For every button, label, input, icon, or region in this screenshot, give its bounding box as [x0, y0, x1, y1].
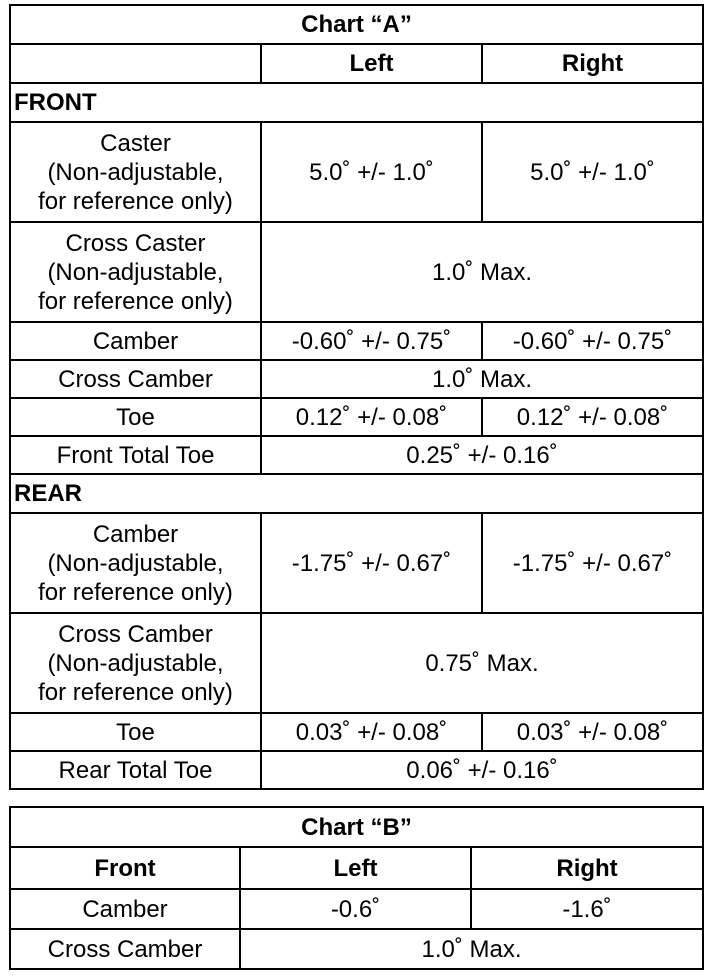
rear-cross-camber-value: 0.75˚ Max.	[261, 613, 703, 713]
rear-total-toe-label: Rear Total Toe	[10, 751, 261, 789]
chart-b-camber-left: -0.6˚	[240, 889, 471, 929]
front-cross-camber-value: 1.0˚ Max.	[261, 360, 703, 398]
rear-toe-label: Toe	[10, 713, 261, 751]
chart-a-table	[9, 4, 704, 790]
front-camber-right: -0.60˚ +/- 0.75˚	[482, 322, 703, 360]
chart-b-header-right: Right	[471, 847, 703, 889]
chart-b-table	[9, 806, 704, 970]
chart-a-header-blank	[10, 44, 261, 83]
cross-caster-label: Cross Caster (Non-adjustable, for reference only)	[10, 222, 261, 322]
chart-a-header-right: Right	[482, 44, 703, 83]
front-toe-left: 0.12˚ +/- 0.08˚	[261, 398, 482, 436]
chart-b-camber-label: Camber	[10, 889, 240, 929]
chart-b-title: Chart “B”	[10, 807, 703, 847]
rear-toe-left: 0.03˚ +/- 0.08˚	[261, 713, 482, 751]
chart-a-title: Chart “A”	[10, 5, 703, 44]
front-total-toe-label: Front Total Toe	[10, 436, 261, 474]
front-camber-label: Camber	[10, 322, 261, 360]
caster-left: 5.0˚ +/- 1.0˚	[261, 122, 482, 222]
cross-caster-value: 1.0˚ Max.	[261, 222, 703, 322]
rear-cross-camber-label: Cross Camber (Non-adjustable, for reference only)	[10, 613, 261, 713]
chart-a-header-left: Left	[261, 44, 482, 83]
front-cross-camber-label: Cross Camber	[10, 360, 261, 398]
front-toe-label: Toe	[10, 398, 261, 436]
front-total-toe-value: 0.25˚ +/- 0.16˚	[261, 436, 703, 474]
chart-b-header-left: Left	[240, 847, 471, 889]
rear-total-toe-value: 0.06˚ +/- 0.16˚	[261, 751, 703, 789]
rear-toe-right: 0.03˚ +/- 0.08˚	[482, 713, 703, 751]
chart-b-cross-camber-value: 1.0˚ Max.	[240, 929, 703, 969]
front-camber-left: -0.60˚ +/- 0.75˚	[261, 322, 482, 360]
front-section-label: FRONT	[10, 83, 703, 122]
chart-b-cross-camber-label: Cross Camber	[10, 929, 240, 969]
rear-camber-right: -1.75˚ +/- 0.67˚	[482, 513, 703, 613]
rear-section-label: REAR	[10, 474, 703, 513]
caster-right: 5.0˚ +/- 1.0˚	[482, 122, 703, 222]
chart-b-header-front: Front	[10, 847, 240, 889]
front-toe-right: 0.12˚ +/- 0.08˚	[482, 398, 703, 436]
chart-b-camber-right: -1.6˚	[471, 889, 703, 929]
rear-camber-label: Camber (Non-adjustable, for reference only)	[10, 513, 261, 613]
caster-label: Caster (Non-adjustable, for reference only)	[10, 122, 261, 222]
rear-camber-left: -1.75˚ +/- 0.67˚	[261, 513, 482, 613]
